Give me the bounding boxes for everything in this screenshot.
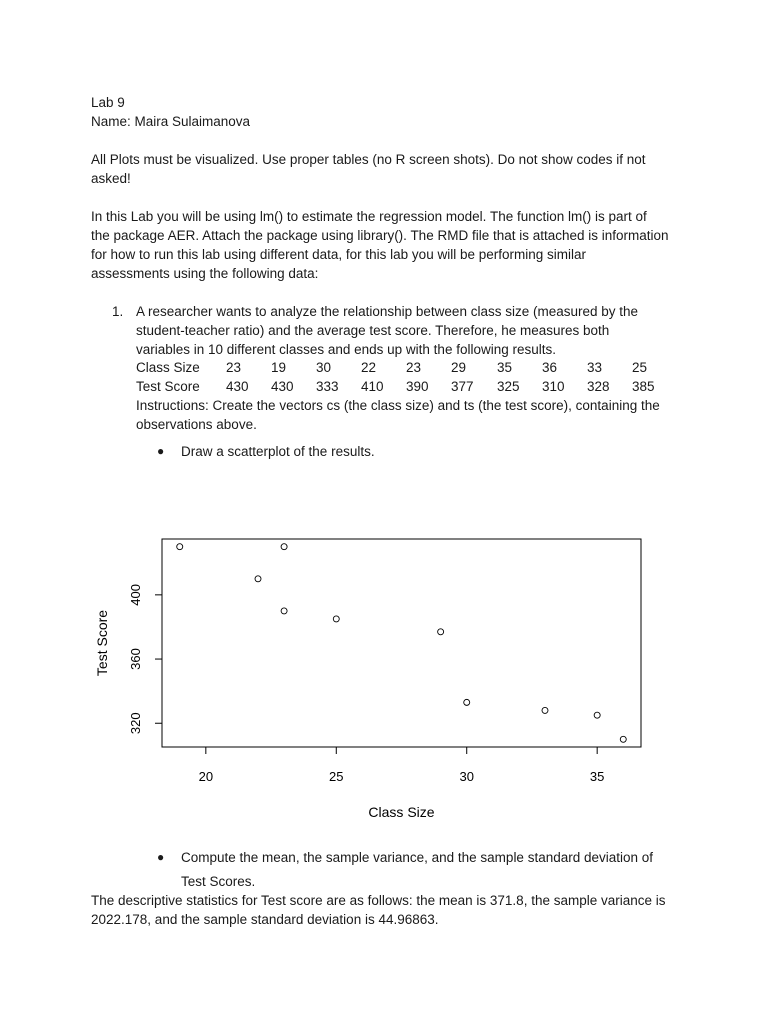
lab-title: Lab 9 [91, 95, 125, 110]
bullet-dot: ● [157, 444, 165, 458]
intro-line-4: assessments using the following data: [91, 266, 319, 281]
table-cell: 385 [632, 379, 655, 394]
table-cell: 23 [226, 360, 242, 375]
x-tick-label: 30 [459, 769, 474, 784]
x-tick-label: 20 [198, 769, 214, 784]
table-cell: 328 [587, 379, 610, 394]
x-axis [199, 747, 605, 784]
x-axis-label: Class Size [368, 804, 435, 820]
table-cell: 33 [587, 360, 603, 375]
instruction-line-1: Instructions: Create the vectors cs (the class size) and ts (the test score), containing the [136, 398, 660, 413]
instruction-line-2: observations above. [136, 417, 257, 432]
intro-line-2: the package AER. Attach the package using library(). The RMD file that is attached is information [91, 228, 669, 243]
scatter-point [281, 608, 287, 614]
x-tick-label: 35 [589, 769, 605, 784]
test-score-label: Test Score [136, 379, 200, 394]
instructions-line-1: All Plots must be visualized. Use proper tables (no R screen shots). Do not show codes if not [91, 152, 646, 167]
plot-box [162, 539, 641, 747]
intro-line-3: for how to run this lab using different data, for this lab you will be performing similar [91, 247, 586, 262]
scatter-point [281, 544, 287, 550]
y-tick-label: 360 [128, 648, 143, 670]
table-cell: 36 [542, 360, 558, 375]
table-cell: 377 [451, 379, 474, 394]
scatter-point [464, 699, 470, 705]
table-cell: 29 [451, 360, 467, 375]
table-cell: 390 [406, 379, 429, 394]
table-cell: 310 [542, 379, 565, 394]
answer-line-1: The descriptive statistics for Test score are as follows: the mean is 371.8, the sample variance is [91, 893, 666, 908]
table-cell: 19 [271, 360, 287, 375]
y-tick-label: 400 [128, 584, 143, 606]
scatterplot [0, 500, 768, 840]
scatter-point [620, 736, 626, 742]
table-cell: 325 [497, 379, 520, 394]
table-cell: 430 [226, 379, 249, 394]
table-cell: 23 [406, 360, 422, 375]
table-cell: 35 [497, 360, 513, 375]
scatter-point [438, 629, 444, 635]
answer-line-2: 2022.178, and the sample standard deviation is 44.96863. [91, 912, 439, 927]
scatter-point [255, 576, 261, 582]
data-points [177, 544, 627, 743]
class-size-label: Class Size [136, 360, 200, 375]
scatter-point [333, 616, 339, 622]
question-number: 1. [112, 304, 124, 319]
table-cell: 333 [316, 379, 339, 394]
table-cell: 430 [271, 379, 294, 394]
intro-line-1: In this Lab you will be using lm() to estimate the regression model. The function lm() is part of [91, 209, 647, 224]
scatter-point [542, 707, 548, 713]
scatter-point [594, 712, 600, 718]
scatter-point [177, 544, 183, 550]
y-tick-label: 320 [128, 712, 143, 735]
y-axis-label: Test Score [94, 609, 110, 677]
bullet-scatterplot: Draw a scatterplot of the results. [181, 444, 375, 459]
question-line-2: student-teacher ratio) and the average test score. Therefore, he measures both [136, 323, 610, 338]
question-line-3: variables in 10 different classes and ends up with the following results. [136, 342, 556, 357]
instructions-line-2: asked! [91, 171, 131, 186]
bullet-dot: ● [157, 850, 165, 864]
table-cell: 22 [361, 360, 377, 375]
bullet-statistics-line-1: Compute the mean, the sample variance, and the sample standard deviation of [181, 850, 654, 865]
table-cell: 25 [632, 360, 648, 375]
table-cell: 410 [361, 379, 384, 394]
x-tick-label: 25 [329, 769, 344, 784]
student-name: Name: Maira Sulaimanova [91, 114, 251, 129]
bullet-statistics-line-2: Test Scores. [181, 874, 256, 889]
table-cell: 30 [316, 360, 332, 375]
y-axis [128, 584, 162, 734]
question-line-1: A researcher wants to analyze the relationship between class size (measured by the [136, 304, 639, 319]
